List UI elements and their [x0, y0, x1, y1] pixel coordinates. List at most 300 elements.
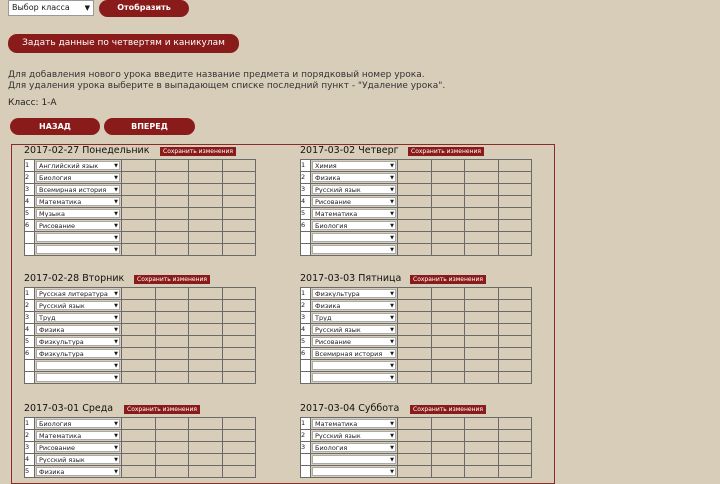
- lesson-number: 4: [25, 324, 35, 336]
- lesson-cell[interactable]: [122, 466, 156, 478]
- lesson-cell[interactable]: [498, 160, 532, 172]
- subject-select[interactable]: [312, 419, 396, 428]
- subject-select[interactable]: [312, 233, 396, 242]
- subject-select[interactable]: [36, 221, 120, 230]
- lesson-cell[interactable]: [498, 244, 532, 256]
- lesson-cell[interactable]: [498, 442, 532, 454]
- lesson-cell[interactable]: [222, 418, 256, 430]
- lesson-cell[interactable]: [431, 466, 465, 478]
- lesson-cell[interactable]: [155, 372, 189, 384]
- lessons-table: [300, 159, 532, 256]
- subject-cell: [311, 348, 398, 360]
- lesson-cell[interactable]: [465, 442, 499, 454]
- table-row: [25, 454, 256, 466]
- lesson-cell[interactable]: [398, 288, 432, 300]
- lesson-cell[interactable]: [465, 184, 499, 196]
- class-select-value: Выбор класса: [12, 3, 70, 12]
- lesson-cell[interactable]: [465, 360, 499, 372]
- lesson-cell[interactable]: [465, 196, 499, 208]
- table-row: [301, 232, 532, 244]
- lesson-cell[interactable]: [431, 184, 465, 196]
- lesson-cell[interactable]: [189, 232, 223, 244]
- subject-cell: [311, 454, 398, 466]
- subject-value: Биология: [39, 420, 72, 428]
- subject-select[interactable]: [312, 289, 396, 298]
- lesson-cell[interactable]: [155, 232, 189, 244]
- subject-cell: [311, 244, 398, 256]
- lesson-cell[interactable]: [398, 172, 432, 184]
- lesson-cell[interactable]: [222, 324, 256, 336]
- lesson-cell[interactable]: [398, 232, 432, 244]
- lesson-cell[interactable]: [431, 442, 465, 454]
- lesson-cell[interactable]: [155, 430, 189, 442]
- lesson-cell[interactable]: [431, 196, 465, 208]
- lesson-cell[interactable]: [431, 208, 465, 220]
- lesson-cell[interactable]: [189, 430, 223, 442]
- lesson-cell[interactable]: [122, 348, 156, 360]
- table-row: [301, 208, 532, 220]
- lesson-cell[interactable]: [498, 336, 532, 348]
- lesson-cell[interactable]: [398, 184, 432, 196]
- chevron-down-icon: ▼: [390, 375, 394, 381]
- lesson-number: 3: [25, 312, 35, 324]
- lesson-cell[interactable]: [222, 208, 256, 220]
- lesson-number: 3: [25, 184, 35, 196]
- save-changes-button[interactable]: Сохранить изменения: [410, 275, 486, 284]
- subject-cell: [311, 288, 398, 300]
- chevron-down-icon: ▼: [390, 247, 394, 253]
- lesson-cell[interactable]: [465, 244, 499, 256]
- subject-value: Биология: [315, 444, 348, 452]
- lesson-cell[interactable]: [222, 288, 256, 300]
- lesson-cell[interactable]: [155, 196, 189, 208]
- lesson-cell[interactable]: [122, 300, 156, 312]
- lesson-cell[interactable]: [431, 430, 465, 442]
- save-changes-button[interactable]: Сохранить изменения: [410, 405, 486, 414]
- chevron-down-icon: ▼: [390, 223, 394, 229]
- lesson-cell[interactable]: [222, 244, 256, 256]
- lesson-cell[interactable]: [189, 372, 223, 384]
- subject-select[interactable]: [36, 419, 120, 428]
- lesson-cell[interactable]: [498, 220, 532, 232]
- subject-select[interactable]: [36, 337, 120, 346]
- subject-cell: [311, 324, 398, 336]
- subject-select[interactable]: [312, 197, 396, 206]
- chevron-down-icon: ▼: [390, 339, 394, 345]
- subject-select[interactable]: [312, 325, 396, 334]
- lesson-cell[interactable]: [189, 312, 223, 324]
- lesson-cell[interactable]: [222, 172, 256, 184]
- lesson-cell[interactable]: [122, 232, 156, 244]
- lesson-number: [301, 372, 311, 384]
- subject-cell: [35, 288, 122, 300]
- subject-value: Всемирная история: [315, 350, 383, 358]
- table-row: [301, 430, 532, 442]
- subject-select[interactable]: [312, 161, 396, 170]
- lesson-cell[interactable]: [431, 336, 465, 348]
- lesson-cell[interactable]: [431, 172, 465, 184]
- subject-select[interactable]: [312, 173, 396, 182]
- lesson-cell[interactable]: [189, 324, 223, 336]
- subject-select[interactable]: [36, 245, 120, 254]
- show-button[interactable]: Отобразить: [99, 0, 189, 17]
- subject-select[interactable]: [312, 431, 396, 440]
- lesson-number: 5: [301, 208, 311, 220]
- lesson-cell[interactable]: [465, 208, 499, 220]
- subject-select[interactable]: [312, 301, 396, 310]
- lesson-cell[interactable]: [465, 418, 499, 430]
- lesson-cell[interactable]: [431, 312, 465, 324]
- table-row: [301, 454, 532, 466]
- lesson-cell[interactable]: [431, 232, 465, 244]
- subject-select[interactable]: [36, 209, 120, 218]
- lesson-cell[interactable]: [498, 348, 532, 360]
- lesson-cell[interactable]: [465, 160, 499, 172]
- lesson-cell[interactable]: [155, 324, 189, 336]
- lesson-cell[interactable]: [155, 244, 189, 256]
- subject-value: Всемирная история: [39, 186, 107, 194]
- subject-select[interactable]: [312, 245, 396, 254]
- subject-select[interactable]: [36, 443, 120, 452]
- table-row: [301, 184, 532, 196]
- class-select[interactable]: [8, 0, 94, 16]
- lesson-cell[interactable]: [465, 232, 499, 244]
- lesson-cell[interactable]: [398, 442, 432, 454]
- subject-select[interactable]: [36, 301, 120, 310]
- lesson-number: 3: [301, 312, 311, 324]
- chevron-down-icon: ▼: [390, 351, 394, 357]
- lesson-number: 6: [25, 348, 35, 360]
- lesson-cell[interactable]: [398, 196, 432, 208]
- lesson-cell[interactable]: [398, 324, 432, 336]
- lesson-cell[interactable]: [122, 208, 156, 220]
- lesson-cell[interactable]: [222, 160, 256, 172]
- table-row: [301, 244, 532, 256]
- lesson-number: 2: [301, 300, 311, 312]
- lesson-cell[interactable]: [498, 454, 532, 466]
- lessons-table: [24, 287, 256, 384]
- lesson-cell[interactable]: [431, 220, 465, 232]
- subject-cell: [35, 160, 122, 172]
- chevron-down-icon: ▼: [390, 469, 394, 475]
- lesson-cell[interactable]: [222, 184, 256, 196]
- table-row: [25, 244, 256, 256]
- lesson-cell[interactable]: [498, 418, 532, 430]
- subject-select[interactable]: [312, 349, 396, 358]
- subject-select[interactable]: [36, 349, 120, 358]
- lesson-cell[interactable]: [122, 454, 156, 466]
- table-row: [301, 442, 532, 454]
- lesson-cell[interactable]: [222, 196, 256, 208]
- lesson-cell[interactable]: [189, 300, 223, 312]
- lesson-cell[interactable]: [398, 430, 432, 442]
- subject-select[interactable]: [312, 209, 396, 218]
- lesson-cell[interactable]: [189, 208, 223, 220]
- subject-select[interactable]: [36, 161, 120, 170]
- chevron-down-icon: ▼: [390, 433, 394, 439]
- lesson-cell[interactable]: [465, 300, 499, 312]
- lesson-cell[interactable]: [398, 360, 432, 372]
- lesson-cell[interactable]: [189, 466, 223, 478]
- lesson-cell[interactable]: [465, 372, 499, 384]
- subject-select[interactable]: [36, 325, 120, 334]
- subject-value: Физика: [315, 174, 341, 182]
- subject-select[interactable]: [36, 431, 120, 440]
- lesson-cell[interactable]: [122, 360, 156, 372]
- day-title: 2017-03-04 Суббота: [300, 403, 400, 414]
- lesson-cell[interactable]: [155, 160, 189, 172]
- table-row: [301, 300, 532, 312]
- lesson-cell[interactable]: [155, 466, 189, 478]
- lesson-cell[interactable]: [122, 442, 156, 454]
- lesson-cell[interactable]: [122, 418, 156, 430]
- day-block: [300, 145, 532, 256]
- table-row: [301, 196, 532, 208]
- lesson-number: 3: [25, 442, 35, 454]
- lessons-table: [300, 417, 532, 478]
- lesson-cell[interactable]: [222, 232, 256, 244]
- lesson-cell[interactable]: [498, 208, 532, 220]
- day-block: [24, 403, 256, 478]
- quarters-button[interactable]: Задать данные по четвертям и каникулам: [8, 34, 239, 53]
- lesson-cell[interactable]: [189, 244, 223, 256]
- subject-select[interactable]: [36, 455, 120, 464]
- lesson-cell[interactable]: [465, 172, 499, 184]
- subject-select[interactable]: [36, 361, 120, 370]
- lesson-cell[interactable]: [222, 442, 256, 454]
- lesson-cell[interactable]: [155, 336, 189, 348]
- day-header: [24, 403, 256, 416]
- lesson-cell[interactable]: [498, 466, 532, 478]
- lesson-cell[interactable]: [189, 442, 223, 454]
- chevron-down-icon: ▼: [390, 291, 394, 297]
- subject-select[interactable]: [312, 361, 396, 370]
- subject-value: Рисование: [315, 338, 351, 346]
- subject-select[interactable]: [36, 289, 120, 298]
- lesson-cell[interactable]: [431, 160, 465, 172]
- lesson-cell[interactable]: [122, 160, 156, 172]
- lesson-cell[interactable]: [498, 372, 532, 384]
- subject-value: Труд: [315, 314, 332, 322]
- lesson-cell[interactable]: [398, 208, 432, 220]
- chevron-down-icon: ▼: [114, 363, 118, 369]
- subject-select[interactable]: [36, 173, 120, 182]
- chevron-down-icon: ▼: [114, 235, 118, 241]
- lesson-cell[interactable]: [465, 454, 499, 466]
- save-changes-button[interactable]: Сохранить изменения: [160, 147, 236, 156]
- lesson-cell[interactable]: [222, 372, 256, 384]
- back-button[interactable]: НАЗАД: [10, 118, 100, 135]
- lesson-cell[interactable]: [398, 160, 432, 172]
- lesson-cell[interactable]: [122, 196, 156, 208]
- chevron-down-icon: ▼: [114, 175, 118, 181]
- lesson-cell[interactable]: [222, 348, 256, 360]
- lesson-cell[interactable]: [222, 220, 256, 232]
- subject-select[interactable]: [36, 467, 120, 476]
- lesson-cell[interactable]: [155, 312, 189, 324]
- lesson-cell[interactable]: [465, 466, 499, 478]
- subject-select[interactable]: [36, 197, 120, 206]
- lesson-cell[interactable]: [222, 466, 256, 478]
- lesson-cell[interactable]: [498, 324, 532, 336]
- info-line-delete: Для удаления урока выберите в выпадающем списке последний пункт - "Удаление урока".: [8, 81, 446, 91]
- lesson-number: [301, 232, 311, 244]
- lesson-cell[interactable]: [465, 336, 499, 348]
- lesson-cell[interactable]: [122, 184, 156, 196]
- lesson-cell[interactable]: [122, 312, 156, 324]
- lesson-cell[interactable]: [431, 348, 465, 360]
- lesson-cell[interactable]: [465, 220, 499, 232]
- info-line-add: Для добавления нового урока введите название предмета и порядковый номер урока.: [8, 70, 425, 80]
- lesson-cell[interactable]: [498, 196, 532, 208]
- lesson-cell[interactable]: [155, 172, 189, 184]
- chevron-down-icon: ▼: [390, 315, 394, 321]
- lesson-cell[interactable]: [155, 220, 189, 232]
- subject-value: Русская литература: [39, 290, 108, 298]
- lesson-cell[interactable]: [155, 184, 189, 196]
- lesson-cell[interactable]: [222, 360, 256, 372]
- subject-select[interactable]: [36, 313, 120, 322]
- chevron-down-icon: ▼: [114, 199, 118, 205]
- subject-select[interactable]: [36, 233, 120, 242]
- save-changes-button[interactable]: Сохранить изменения: [408, 147, 484, 156]
- lesson-cell[interactable]: [465, 348, 499, 360]
- subject-select[interactable]: [312, 313, 396, 322]
- subject-cell: [311, 196, 398, 208]
- lesson-cell[interactable]: [122, 336, 156, 348]
- lesson-cell[interactable]: [122, 288, 156, 300]
- lesson-cell[interactable]: [122, 172, 156, 184]
- lesson-cell[interactable]: [498, 300, 532, 312]
- lesson-cell[interactable]: [222, 300, 256, 312]
- subject-select[interactable]: [312, 455, 396, 464]
- lesson-cell[interactable]: [222, 312, 256, 324]
- day-block: [300, 403, 532, 478]
- lesson-cell[interactable]: [189, 348, 223, 360]
- lesson-cell[interactable]: [222, 430, 256, 442]
- lesson-cell[interactable]: [398, 300, 432, 312]
- lesson-cell[interactable]: [431, 418, 465, 430]
- lesson-cell[interactable]: [498, 184, 532, 196]
- lesson-cell[interactable]: [431, 454, 465, 466]
- lesson-cell[interactable]: [431, 244, 465, 256]
- table-row: [25, 288, 256, 300]
- lesson-cell[interactable]: [222, 454, 256, 466]
- lesson-cell[interactable]: [498, 172, 532, 184]
- lesson-cell[interactable]: [398, 220, 432, 232]
- lesson-cell[interactable]: [155, 418, 189, 430]
- chevron-down-icon: ▼: [114, 469, 118, 475]
- chevron-down-icon: ▼: [390, 303, 394, 309]
- lesson-cell[interactable]: [498, 430, 532, 442]
- lesson-cell[interactable]: [398, 418, 432, 430]
- table-row: [301, 466, 532, 478]
- lesson-cell[interactable]: [398, 454, 432, 466]
- forward-button[interactable]: ВПЕРЕД: [104, 118, 195, 135]
- lesson-number: 1: [301, 288, 311, 300]
- lesson-cell[interactable]: [155, 300, 189, 312]
- chevron-down-icon: ▼: [390, 421, 394, 427]
- lesson-cell[interactable]: [189, 196, 223, 208]
- table-row: [25, 312, 256, 324]
- lesson-cell[interactable]: [398, 372, 432, 384]
- lesson-cell[interactable]: [498, 232, 532, 244]
- table-row: [301, 418, 532, 430]
- lesson-cell[interactable]: [465, 430, 499, 442]
- lesson-cell[interactable]: [465, 288, 499, 300]
- lesson-cell[interactable]: [465, 312, 499, 324]
- subject-select[interactable]: [36, 373, 120, 382]
- lesson-cell[interactable]: [122, 324, 156, 336]
- table-row: [25, 336, 256, 348]
- lesson-cell[interactable]: [122, 430, 156, 442]
- subject-select[interactable]: [36, 185, 120, 194]
- lesson-cell[interactable]: [498, 360, 532, 372]
- subject-select[interactable]: [312, 373, 396, 382]
- lesson-cell[interactable]: [431, 300, 465, 312]
- subject-select[interactable]: [312, 221, 396, 230]
- lesson-cell[interactable]: [222, 336, 256, 348]
- chevron-down-icon: ▼: [114, 303, 118, 309]
- save-changes-button[interactable]: Сохранить изменения: [134, 275, 210, 284]
- lesson-cell[interactable]: [189, 336, 223, 348]
- lesson-cell[interactable]: [431, 288, 465, 300]
- subject-value: Математика: [39, 198, 82, 206]
- lesson-cell[interactable]: [189, 418, 223, 430]
- lesson-cell[interactable]: [189, 172, 223, 184]
- lesson-cell[interactable]: [189, 454, 223, 466]
- lesson-cell[interactable]: [155, 288, 189, 300]
- lesson-cell[interactable]: [465, 324, 499, 336]
- lesson-cell[interactable]: [189, 160, 223, 172]
- lesson-cell[interactable]: [155, 454, 189, 466]
- lesson-cell[interactable]: [189, 184, 223, 196]
- lesson-cell[interactable]: [155, 360, 189, 372]
- lesson-cell[interactable]: [122, 372, 156, 384]
- chevron-down-icon: ▼: [114, 339, 118, 345]
- lesson-cell[interactable]: [398, 336, 432, 348]
- lesson-cell[interactable]: [155, 348, 189, 360]
- lesson-cell[interactable]: [398, 466, 432, 478]
- subject-select[interactable]: [312, 467, 396, 476]
- lesson-cell[interactable]: [431, 360, 465, 372]
- lesson-cell[interactable]: [498, 312, 532, 324]
- lesson-cell[interactable]: [431, 324, 465, 336]
- chevron-down-icon: ▼: [114, 351, 118, 357]
- lesson-cell[interactable]: [431, 372, 465, 384]
- lesson-cell[interactable]: [398, 312, 432, 324]
- table-row: [301, 348, 532, 360]
- day-title: 2017-03-02 Четверг: [300, 145, 399, 156]
- subject-select[interactable]: [312, 337, 396, 346]
- lesson-cell[interactable]: [398, 348, 432, 360]
- subject-select[interactable]: [312, 185, 396, 194]
- lesson-number: [25, 244, 35, 256]
- save-changes-button[interactable]: Сохранить изменения: [124, 405, 200, 414]
- lesson-cell[interactable]: [398, 244, 432, 256]
- lesson-cell[interactable]: [189, 288, 223, 300]
- lesson-cell[interactable]: [155, 442, 189, 454]
- chevron-down-icon: ▼: [114, 291, 118, 297]
- lesson-cell[interactable]: [122, 244, 156, 256]
- lesson-cell[interactable]: [155, 208, 189, 220]
- lesson-cell[interactable]: [498, 288, 532, 300]
- lesson-cell[interactable]: [189, 360, 223, 372]
- subject-select[interactable]: [312, 443, 396, 452]
- lesson-cell[interactable]: [122, 220, 156, 232]
- chevron-down-icon: ▼: [390, 199, 394, 205]
- lesson-cell[interactable]: [189, 220, 223, 232]
